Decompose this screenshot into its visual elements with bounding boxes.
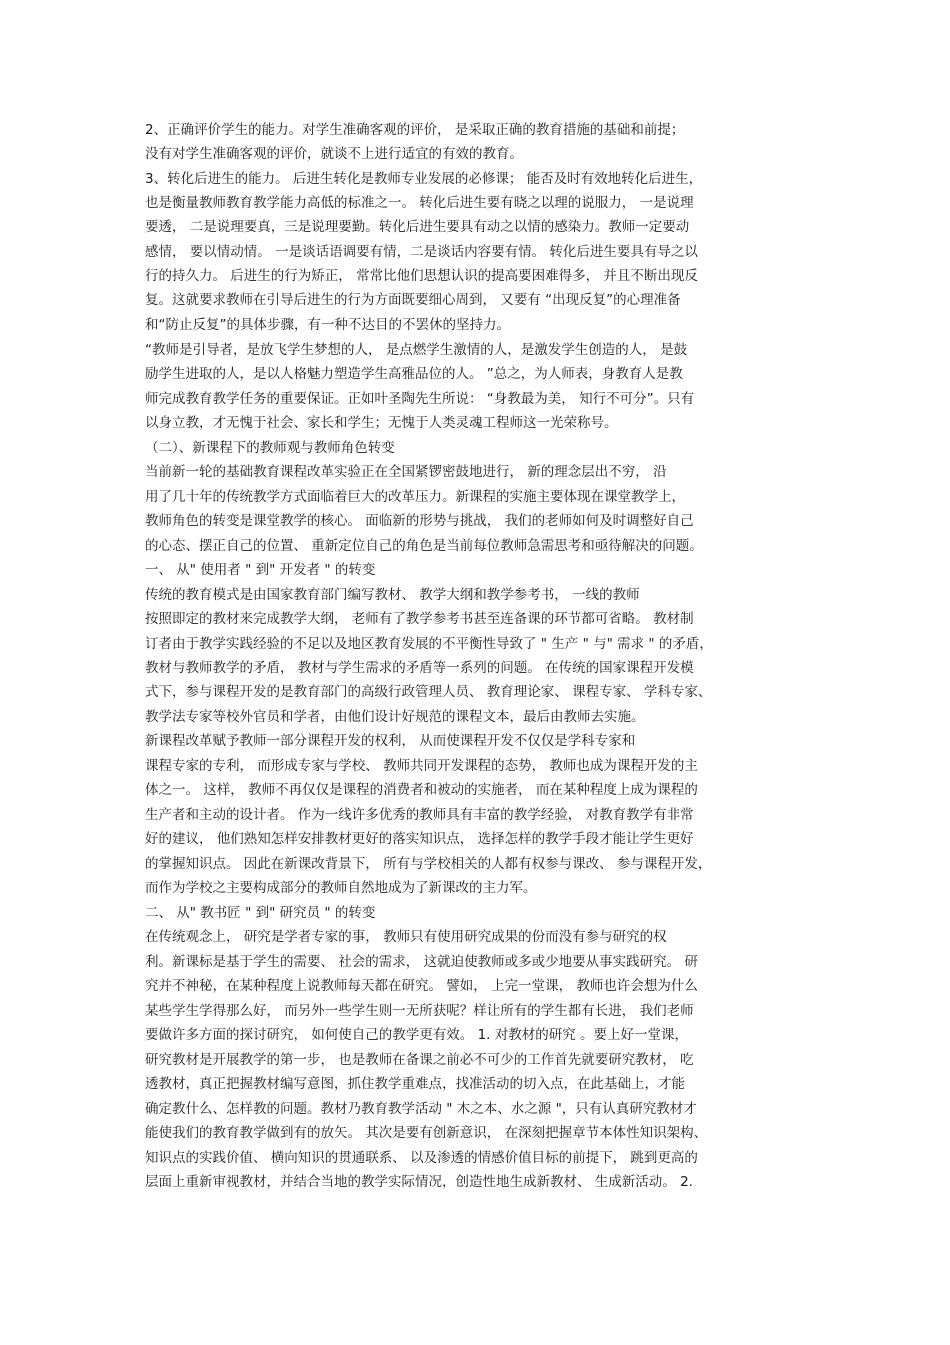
text-line: 某些学生学得那么好， 而另外一些学生则一无所获呢？样让所有的学生都有长进， 我们老师 bbox=[145, 1003, 694, 1019]
text-line: 教师角色的转变是课堂教学的核心。 面临新的形势与挑战， 我们的老师如何及时调整好自己 bbox=[145, 513, 694, 529]
text-line: 复。这就要求教师在引导后进生的行为方面既要细心周到， 又要有 “出现反复”的心理准备 bbox=[145, 292, 681, 308]
text-line: 利。新课标是基于学生的需要、 社会的需求， 这就迫使教师或多或少地要从事实践研究。 研 bbox=[145, 954, 698, 970]
text-line: 教材与教师教学的矛盾， 教材与学生需求的矛盾等一系列的问题。 在传统的国家课程开发模 bbox=[145, 660, 694, 676]
text-line: 没有对学生准确客观的评价，就谈不上进行适宜的有效的教育。 bbox=[145, 146, 523, 162]
text-line: 要透， 二是说理要真，三是说理要勤。转化后进生要具有动之以情的感染力。教师一定要动 bbox=[145, 219, 690, 235]
section-heading: （二）、新课程下的教师观与教师角色转变 bbox=[145, 440, 395, 456]
text-line: 新课程改革赋予教师一部分课程开发的权利， 从而使课程开发不仅仅是学科专家和 bbox=[145, 733, 636, 749]
text-line: 用了几十年的传统教学方式面临着巨大的改革压力。新课程的实施主要体现在课堂教学上， bbox=[145, 489, 685, 505]
text-line: 知识点的实践价值、 横向知识的贯通联系、 以及渗透的情感价值目标的前提下， 跳到更高的 bbox=[145, 1150, 698, 1166]
text-line: 究并不神秘，在某种程度上说教师每天都在研究。 譬如， 上完一堂课， 教师也许会想为什么 bbox=[145, 978, 698, 994]
subsection-heading: 二、 从" 教书匠 " 到" 研究员 " 的转变 bbox=[145, 905, 376, 921]
text-line: 3、转化后进生的能力。 后进生转化是教师专业发展的必修课； 能否及时有效地转化后进生， bbox=[145, 171, 703, 187]
text-line: 行的持久力。 后进生的行为矫正， 常常比他们思想认识的提高要困难得多， 并且不断出现反 bbox=[145, 268, 698, 284]
text-line: 式下，参与课程开发的是教育部门的高级行政管理人员、 教育理论家、 课程专家、 学科专家、 bbox=[145, 684, 712, 700]
text-line: 透教材，真正把握教材编写意图，抓住教学重难点，找准活动的切入点，在此基础上，才能 bbox=[145, 1076, 685, 1092]
text-line: 好的建议， 他们熟知怎样安排教材更好的落实知识点， 选择怎样的教学手段才能让学生更好 bbox=[145, 831, 694, 847]
text-line: 也是衡量教师教育教学能力高低的标准之一。 转化后进生要有晓之以理的说服力， 一是说理 bbox=[145, 195, 694, 211]
text-line: 而作为学校之主要构成部分的教师自然地成为了新课改的主力军。 bbox=[145, 880, 537, 896]
text-line: 教学法专家等校外官员和学者，由他们设计好规范的课程文本，最后由教师去实施。 bbox=[145, 709, 645, 725]
text-line: “教师是引导者，是放飞学生梦想的人， 是点燃学生激情的人，是激发学生创造的人， 是鼓 bbox=[145, 342, 688, 358]
text-line: 在传统观念上， 研究是学者专家的事， 教师只有使用研究成果的份而没有参与研究的权 bbox=[145, 929, 667, 945]
text-line: 和“防止反复”的具体步骤，有一种不达目的不罢休的坚持力。 bbox=[145, 317, 510, 333]
text-line: 研究教材是开展教学的第一步， 也是教师在备课之前必不可少的工作首先就要研究教材， 吃 bbox=[145, 1052, 694, 1068]
text-line: 体之一。 这样， 教师不再仅仅是课程的消费者和被动的实施者， 而在某种程度上成为课程的 bbox=[145, 782, 698, 798]
text-line: 励学生进取的人，是以人格魅力塑造学生高雅品位的人。 ”总之，为人师表，身教育人是教 bbox=[145, 366, 683, 382]
text-line: 的心态、摆正自己的位置、 重新定位自己的角色是当前每位教师急需思考和亟待解决的问题。 bbox=[145, 538, 703, 554]
text-line: 当前新一轮的基础教育课程改革实验正在全国紧锣密鼓地进行， 新的理念层出不穷， 沿 bbox=[145, 464, 667, 480]
text-line: 师完成教育教学任务的重要保证。正如叶圣陶先生所说： “身教最为美， 知行不可分”。只有 bbox=[145, 391, 695, 407]
text-line: 按照即定的教材来完成教学大纲， 老师有了教学参考书甚至连备课的环节都可省略。 教材制 bbox=[145, 611, 694, 627]
text-line: 订者由于教学实践经验的不足以及地区教育发展的不平衡性导致了 " 生产 " 与" 需求 " 的矛盾， bbox=[145, 636, 713, 652]
text-line: 传统的教育模式是由国家教育部门编写教材、 教学大纲和教学参考书， 一线的教师 bbox=[145, 587, 640, 603]
text-line: 确定教什么、怎样教的问题。教材乃教育教学活动 " 木之本、水之源 "，只有认真研究教材才 bbox=[145, 1101, 697, 1117]
text-line: 层面上重新审视教材，并结合当地的教学实际情况，创造性地生成新教材、 生成新活动。 2. bbox=[145, 1174, 693, 1190]
subsection-heading: 一、 从" 使用者 " 到" 开发者 " 的转变 bbox=[145, 562, 376, 578]
text-line: 的掌握知识点。 因此在新课改背景下， 所有与学校相关的人都有权参与课改、 参与课程开发， bbox=[145, 856, 712, 872]
text-line: 要做许多方面的探讨研究， 如何使自己的教学更有效。 1. 对教材的研究 。要上好一堂课， bbox=[145, 1027, 689, 1043]
text-line: 课程专家的专利， 而形成专家与学校、 教师共同开发课程的态势， 教师也成为课程开发的主 bbox=[145, 758, 698, 774]
text-line: 感情， 要以情动情。 一是谈话语调要有情，二是谈话内容要有情。 转化后进生要具有导之以 bbox=[145, 244, 698, 260]
text-line: 生产者和主动的设计者。 作为一线许多优秀的教师具有丰富的教学经验， 对教育教学有非常 bbox=[145, 807, 694, 823]
text-line: 2、正确评价学生的能力。对学生准确客观的评价， 是采取正确的教育措施的基础和前提； bbox=[145, 122, 685, 138]
text-line: 以身立教，才无愧于社会、家长和学生；无愧于人类灵魂工程师这一光荣称号。 bbox=[145, 415, 618, 431]
text-line: 能使我们的教育教学做到有的放矢。 其次是要有创新意识， 在深刻把握章节本体性知识架构、 bbox=[145, 1125, 708, 1141]
